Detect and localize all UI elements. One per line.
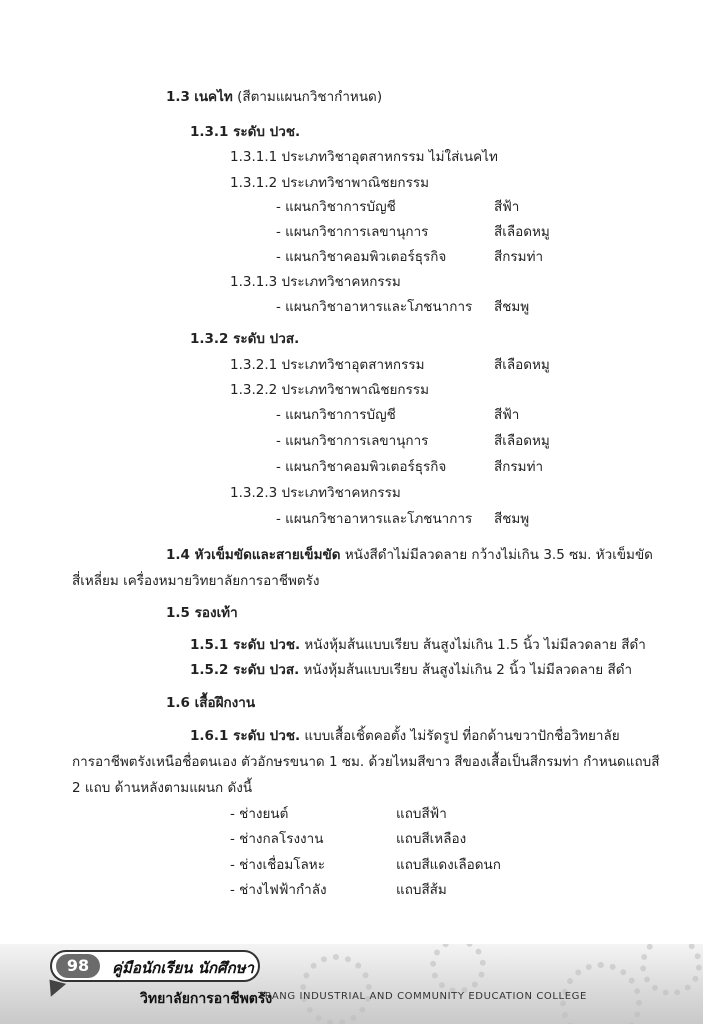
trade-row bbox=[230, 881, 447, 899]
item-text: หนังหุ้มส้นแบบเรียบ ส้นสูงไม่เกิน 2 นิ้ว ไม่มีลวดลาย สีดำ bbox=[303, 662, 633, 678]
tie-color: สีเลือดหมู bbox=[494, 433, 550, 449]
item-1-3-1-1: 1.3.1.1 ประเภทวิชาอุตสาหกรรม ไม่ใส่เนคไท bbox=[230, 149, 498, 165]
dept-row bbox=[276, 223, 550, 241]
subsection-1-3-2-heading: 1.3.2 ระดับ ปวส. bbox=[190, 331, 300, 347]
section-1-4-line2: สี่เหลี่ยม เครื่องหมายวิทยาลัยการอาชีพตรัง bbox=[72, 573, 320, 589]
section-note: (สีตามแผนกวิชากำหนด) bbox=[237, 89, 383, 105]
item-1-6-1-line3: 2 แถบ ด้านหลังตามแผนก ดังนี้ bbox=[72, 780, 253, 796]
section-1-6-heading: 1.6 เสื้อฝึกงาน bbox=[166, 695, 256, 711]
gear-icon bbox=[430, 944, 486, 994]
subsection-1-3-1-heading: 1.3.1 ระดับ ปวช. bbox=[190, 124, 301, 140]
dept-name: - แผนกวิชาอาหารและโภชนาการ bbox=[276, 299, 473, 315]
dept-row bbox=[276, 406, 520, 424]
tie-color: สีกรมท่า bbox=[494, 249, 544, 265]
band-color: แถบสีฟ้า bbox=[396, 806, 447, 822]
dept-row bbox=[276, 432, 550, 450]
dept-name: - แผนกวิชาอาหารและโภชนาการ bbox=[276, 511, 473, 527]
college-name-english: TRANG INDUSTRIAL AND COMMUNITY EDUCATION COLLEGE bbox=[258, 991, 587, 1002]
dept-name: - แผนกวิชาคอมพิวเตอร์ธุรกิจ bbox=[276, 459, 447, 475]
item-1-3-1-3: 1.3.1.3 ประเภทวิชาคหกรรม bbox=[230, 274, 401, 290]
trade-name: - ช่างยนต์ bbox=[230, 806, 289, 822]
tie-color: สีฟ้า bbox=[494, 199, 520, 215]
trade-row bbox=[230, 805, 447, 823]
dept-name: - แผนกวิชาคอมพิวเตอร์ธุรกิจ bbox=[276, 249, 447, 265]
item-label: 1.5.2 ระดับ ปวส. bbox=[190, 662, 300, 678]
item-label: 1.5.1 ระดับ ปวช. bbox=[190, 637, 301, 653]
dept-row bbox=[276, 248, 544, 266]
manual-title: คู่มือนักเรียน นักศึกษา bbox=[112, 959, 254, 977]
item-1-3-2-1 bbox=[230, 356, 550, 374]
item-1-3-1-2: 1.3.1.2 ประเภทวิชาพาณิชยกรรม bbox=[230, 175, 429, 191]
section-title: 1.4 หัวเข็มขัดและสายเข็มขัด bbox=[166, 547, 341, 563]
item-1-5-2 bbox=[190, 661, 632, 679]
tie-color: สีฟ้า bbox=[494, 407, 520, 423]
trade-name: - ช่างไฟฟ้ากำลัง bbox=[230, 882, 327, 898]
item-1-5-1 bbox=[190, 636, 646, 654]
item-label: 1.6.1 ระดับ ปวช. bbox=[190, 728, 301, 744]
trade-name: - ช่างกลโรงงาน bbox=[230, 831, 324, 847]
gear-icon bbox=[300, 954, 372, 1024]
tie-color: สีชมพู bbox=[494, 299, 530, 315]
section-1-4-line1 bbox=[166, 546, 653, 564]
section-title: เนคไท bbox=[194, 89, 233, 105]
dept-name: - แผนกวิชาการเลขานุการ bbox=[276, 433, 429, 449]
band-color: แถบสีส้ม bbox=[396, 882, 447, 898]
tie-color: สีชมพู bbox=[494, 511, 530, 527]
tie-color: สีกรมท่า bbox=[494, 459, 544, 475]
tie-color: สีเลือดหมู bbox=[494, 357, 550, 373]
dept-name: - แผนกวิชาการเลขานุการ bbox=[276, 224, 429, 240]
gear-icon bbox=[640, 944, 702, 996]
tie-color: สีเลือดหมู bbox=[494, 224, 550, 240]
item-text: หนังหุ้มส้นแบบเรียบ ส้นสูงไม่เกิน 1.5 นิ้ว ไม่มีลวดลาย สีดำ bbox=[304, 637, 646, 653]
trade-row bbox=[230, 830, 467, 848]
item-label: 1.3.2.1 ประเภทวิชาอุตสาหกรรม bbox=[230, 357, 425, 373]
section-1-5-heading: 1.5 รองเท้า bbox=[166, 605, 238, 621]
page-number: 98 bbox=[56, 954, 100, 978]
trade-name: - ช่างเชื่อมโลหะ bbox=[230, 857, 325, 873]
college-name-thai: วิทยาลัยการอาชีพตรัง bbox=[140, 991, 273, 1007]
item-1-3-2-3: 1.3.2.3 ประเภทวิชาคหกรรม bbox=[230, 485, 401, 501]
band-color: แถบสีเหลือง bbox=[396, 831, 467, 847]
dept-name: - แผนกวิชาการบัญชี bbox=[276, 407, 396, 423]
dept-name: - แผนกวิชาการบัญชี bbox=[276, 199, 396, 215]
section-text: หนังสีดำไม่มีลวดลาย กว้างไม่เกิน 3.5 ซม. หัวเข็มขัด bbox=[344, 547, 653, 563]
band-color: แถบสีแดงเลือดนก bbox=[396, 857, 501, 873]
section-number: 1.3 bbox=[166, 89, 190, 105]
item-1-6-1-line2: การอาชีพตรังเหนือชื่อตนเอง ตัวอักษรขนาด 1 ซม. ด้วยไหมสีขาว สีของเสื้อเป็นสีกรมท่า กำหนดแถบสี bbox=[72, 754, 660, 770]
section-1-3-heading bbox=[166, 88, 382, 106]
trade-row bbox=[230, 856, 501, 874]
item-text: แบบเสื้อเชิ้ตคอตั้ง ไม่รัดรูป ที่อกด้านขวาปักชื่อวิทยาลัย bbox=[304, 728, 620, 744]
dept-row bbox=[276, 510, 530, 528]
dept-row bbox=[276, 198, 520, 216]
dept-row bbox=[276, 458, 544, 476]
item-1-3-2-2: 1.3.2.2 ประเภทวิชาพาณิชยกรรม bbox=[230, 382, 429, 398]
dept-row bbox=[276, 298, 530, 316]
item-1-6-1-line1 bbox=[190, 727, 620, 745]
